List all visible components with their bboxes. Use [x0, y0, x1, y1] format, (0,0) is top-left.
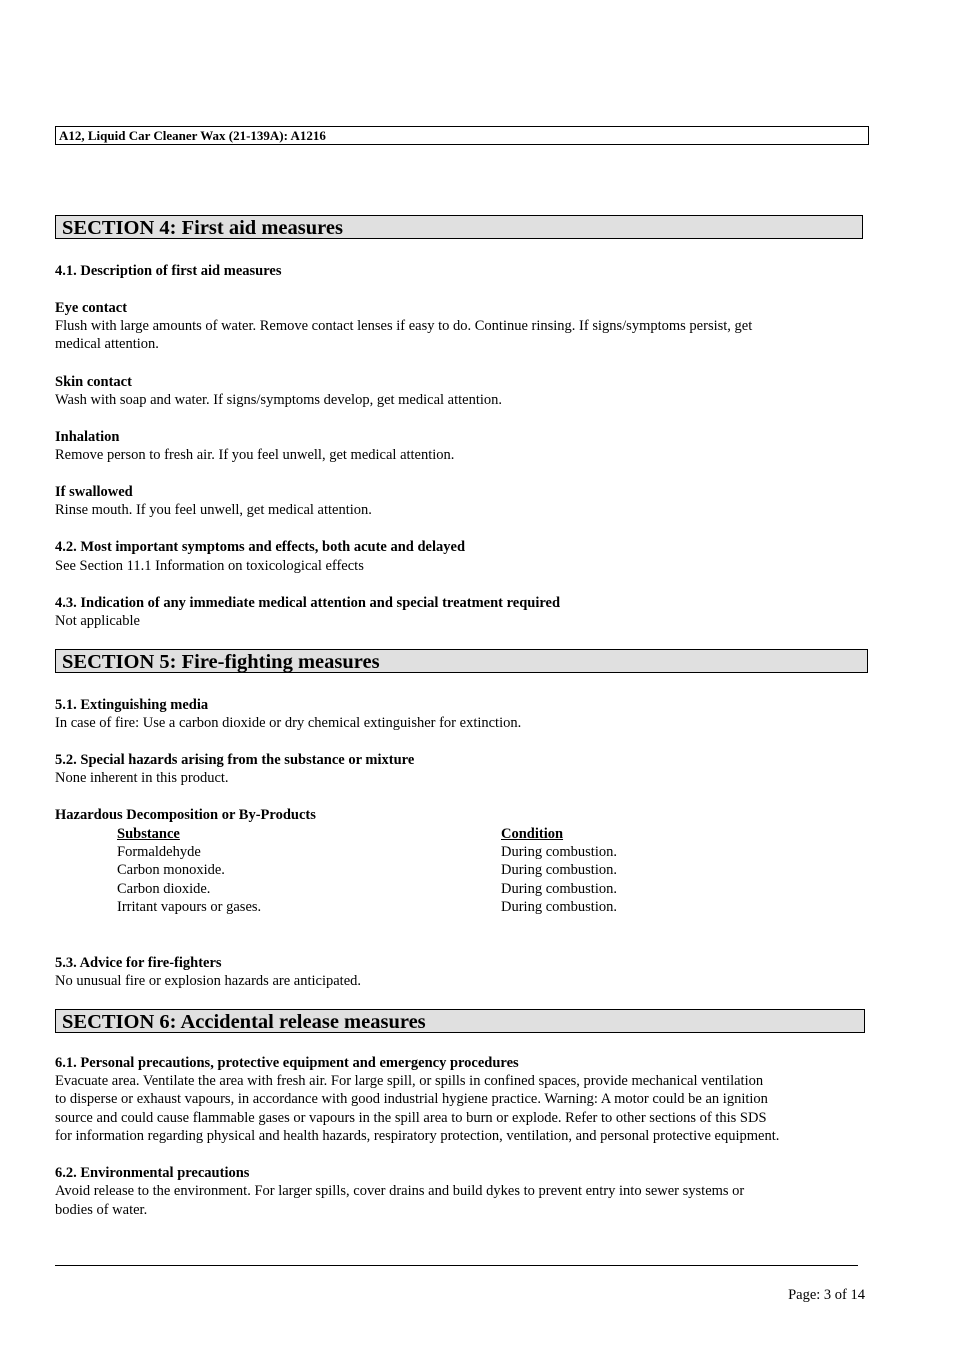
condition-column-header: Condition [501, 826, 564, 842]
subsection-4-3-heading: 4.3. Indication of any immediate medical attention and special treatment required [55, 595, 561, 611]
swallowed-text: Rinse mouth. If you feel unwell, get medical attention. [55, 502, 372, 518]
subsection-6-1-text-line3: source and could cause flammable gases or vapours in the spill area to burn or explode. Refer to other sections of this SDS [55, 1110, 767, 1126]
subsection-6-1-text-line1: Evacuate area. Ventilate the area with fresh air. For large spill, or spills in confined spaces, provide mechanical ventilation [55, 1073, 764, 1089]
eye-contact-text-line1: Flush with large amounts of water. Remove contact lenses if easy to do. Continue rinsing. If signs/symptoms persist, get [55, 318, 753, 334]
product-header: A12, Liquid Car Cleaner Wax (21-139A): A1216 [55, 126, 869, 145]
subsection-6-2-heading: 6.2. Environmental precautions [55, 1165, 250, 1181]
subsection-4-2-text: See Section 11.1 Information on toxicological effects [55, 558, 364, 574]
eye-contact-text-line2: medical attention. [55, 336, 159, 352]
subsection-6-2-text-line1: Avoid release to the environment. For larger spills, cover drains and build dykes to prevent entry into sewer systems or [55, 1183, 745, 1199]
inhalation-text: Remove person to fresh air. If you feel unwell, get medical attention. [55, 447, 455, 463]
subsection-5-2-heading: 5.2. Special hazards arising from the substance or mixture [55, 752, 415, 768]
inhalation-heading: Inhalation [55, 429, 120, 445]
page-number: Page: 3 of 14 [788, 1287, 865, 1303]
subsection-4-2-heading: 4.2. Most important symptoms and effects, both acute and delayed [55, 539, 466, 555]
table-row-condition: During combustion. [501, 844, 617, 860]
table-row-condition: During combustion. [501, 899, 617, 915]
table-row-substance: Carbon dioxide. [117, 881, 211, 897]
section-4-title: SECTION 4: First aid measures [55, 215, 863, 239]
subsection-5-3-text: No unusual fire or explosion hazards are anticipated. [55, 973, 362, 989]
subsection-6-1-heading: 6.1. Personal precautions, protective equipment and emergency procedures [55, 1055, 519, 1071]
section-6-title: SECTION 6: Accidental release measures [55, 1009, 865, 1033]
table-row-condition: During combustion. [501, 881, 617, 897]
subsection-6-2-text-line2: bodies of water. [55, 1202, 148, 1218]
table-row-substance: Carbon monoxide. [117, 862, 225, 878]
subsection-5-2-text: None inherent in this product. [55, 770, 229, 786]
footer-divider [55, 1265, 858, 1266]
section-5-title: SECTION 5: Fire-fighting measures [55, 649, 868, 673]
subsection-6-1-text-line4: for information regarding physical and health hazards, respiratory protection, ventilation, and personal protective equipment. [55, 1128, 780, 1144]
table-row-substance: Irritant vapours or gases. [117, 899, 262, 915]
hazardous-decomposition-heading: Hazardous Decomposition or By-Products [55, 807, 316, 823]
subsection-4-3-text: Not applicable [55, 613, 140, 629]
subsection-5-1-text: In case of fire: Use a carbon dioxide or dry chemical extinguisher for extinction. [55, 715, 522, 731]
table-row-condition: During combustion. [501, 862, 617, 878]
subsection-4-1-heading: 4.1. Description of first aid measures [55, 263, 282, 279]
subsection-5-1-heading: 5.1. Extinguishing media [55, 697, 209, 713]
eye-contact-heading: Eye contact [55, 300, 128, 316]
subsection-5-3-heading: 5.3. Advice for fire-fighters [55, 955, 222, 971]
table-row-substance: Formaldehyde [117, 844, 201, 860]
swallowed-heading: If swallowed [55, 484, 133, 500]
skin-contact-heading: Skin contact [55, 374, 132, 390]
skin-contact-text: Wash with soap and water. If signs/symptoms develop, get medical attention. [55, 392, 503, 408]
subsection-6-1-text-line2: to disperse or exhaust vapours, in accordance with good industrial hygiene practice. Warning: A motor could be an ignition [55, 1091, 768, 1107]
substance-column-header: Substance [117, 826, 180, 842]
